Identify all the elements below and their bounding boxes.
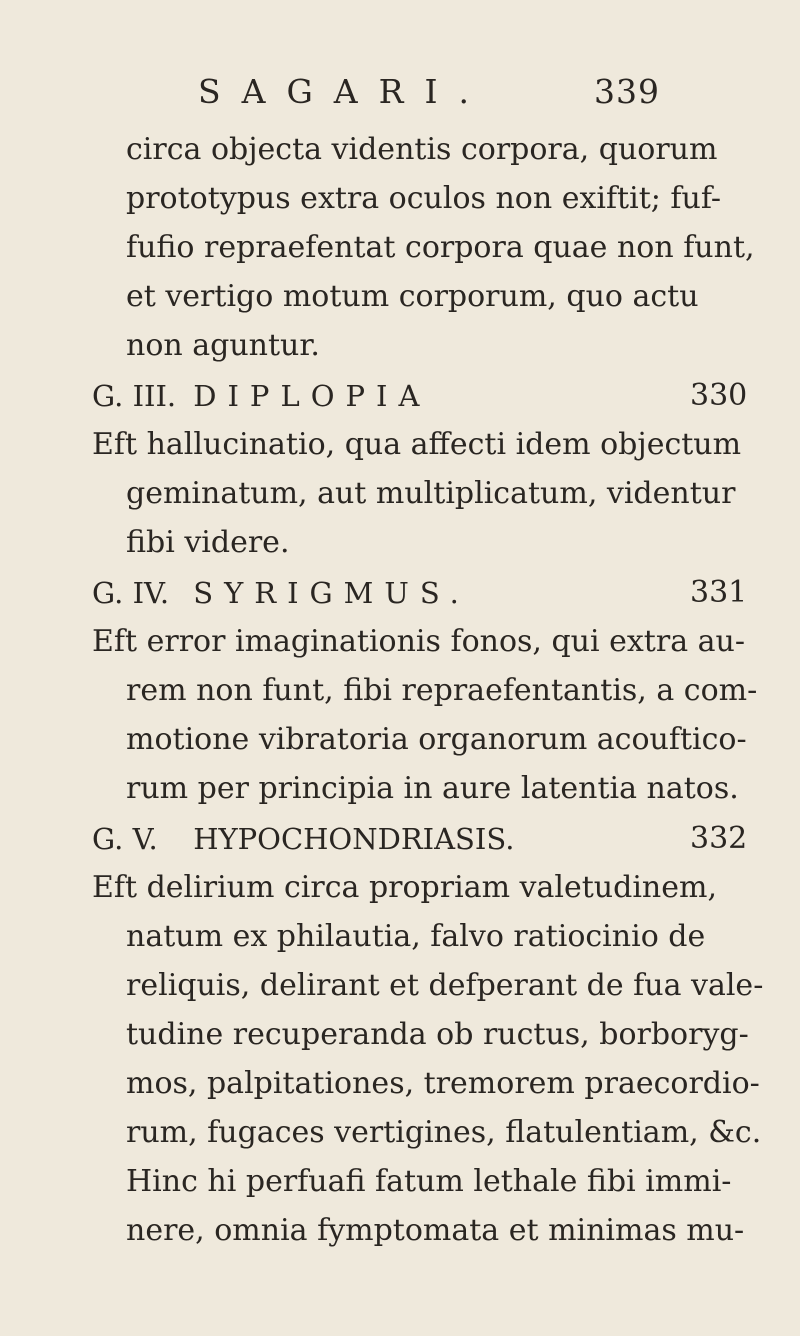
text-line: reliquis, delirant et defperant de fua vale- <box>126 968 764 1003</box>
text-line: geminatum, aut multiplicatum, videntur <box>126 476 736 511</box>
section-heading-hypochondriasis <box>92 821 514 857</box>
text-line: natum ex philautia, falvo ratiocinio de <box>126 919 706 954</box>
text-line: rem non funt, fibi repraefentantis, a com- <box>126 673 758 708</box>
text-line: prototypus extra oculos non exiftit; fuf- <box>126 181 722 216</box>
text-line: Eft error imaginationis fonos, qui extra au- <box>92 624 745 659</box>
section-title: HYPOCHONDRIASIS. <box>193 822 515 856</box>
text-line: mos, palpitationes, tremorem praecordio- <box>126 1066 760 1101</box>
section-heading-diplopia <box>92 378 430 414</box>
text-line: fibi videre. <box>126 525 290 560</box>
paragraph-number: 330 <box>690 378 748 413</box>
text-line: tudine recuperanda ob ructus, borboryg- <box>126 1017 749 1052</box>
text-line: fufio repraefentat corpora quae non funt, <box>126 230 755 265</box>
page-number: 339 <box>594 72 660 111</box>
text-line: Hinc hi perfuafi fatum lethale fibi immi- <box>126 1164 732 1199</box>
genus-label: G. V. <box>92 822 158 856</box>
text-line: et vertigo motum corporum, quo actu <box>126 279 699 314</box>
text-line: nere, omnia fymptomata et minimas mu- <box>126 1213 745 1248</box>
text-line: non aguntur. <box>126 328 320 363</box>
text-line: Eft hallucinatio, qua affecti idem objectum <box>92 427 742 462</box>
text-line: rum, fugaces vertigines, flatulentiam, &c. <box>126 1115 762 1150</box>
section-heading-syrigmus <box>92 575 470 611</box>
text-line: rum per principia in aure latentia natos. <box>126 771 739 806</box>
running-title: SAGARI. <box>198 72 491 111</box>
text-line: circa objecta videntis corpora, quorum <box>126 132 718 167</box>
section-title: SYRIGMUS. <box>193 576 470 610</box>
text-line: Eft delirium circa propriam valetudinem, <box>92 870 717 905</box>
paragraph-number: 331 <box>690 575 748 610</box>
section-title: DIPLOPIA <box>193 379 431 413</box>
genus-label: G. III. <box>92 379 177 413</box>
paragraph-number: 332 <box>690 821 748 856</box>
genus-label: G. IV. <box>92 576 170 610</box>
text-line: motione vibratoria organorum acouftico- <box>126 722 747 757</box>
